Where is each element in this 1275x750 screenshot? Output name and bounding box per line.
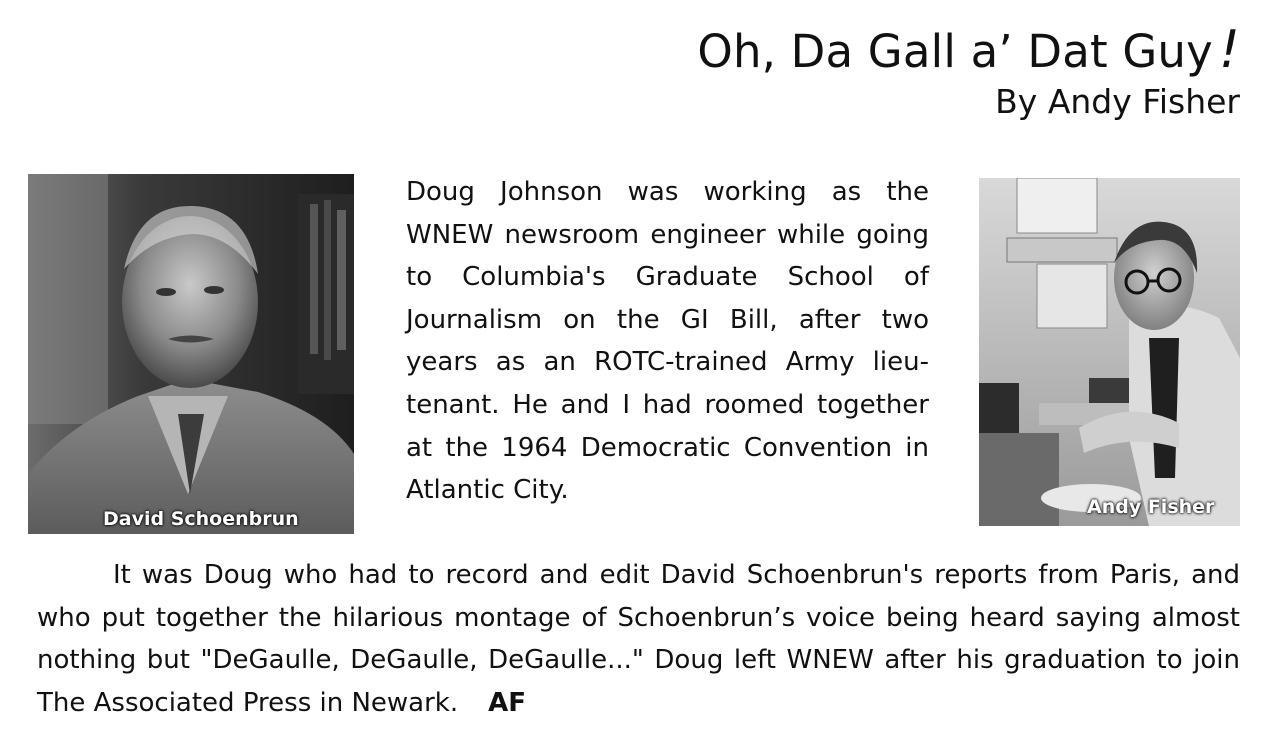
article-paragraph-2 — [37, 554, 1240, 724]
author-signature: AF — [488, 687, 527, 718]
photo-caption-right: Andy Fisher — [1087, 496, 1215, 518]
paragraph-2-text: It was Doug who had to record and edit David Schoenbrun's reports from Paris, and who put together the hilarious montage of Schoenbrun’s voice being heard saying almost nothing but "DeGaulle, DeGaulle, DeGaulle..." Doug left WNEW after his graduation to join The Associated Press in Newark. — [37, 560, 1240, 718]
portrait-image — [28, 174, 354, 534]
photo-andy-fisher — [979, 178, 1240, 526]
title-exclamation: ! — [1218, 20, 1240, 80]
title-text: Oh, Da Gall a’ Dat Guy — [697, 25, 1213, 78]
photo-caption-left: David Schoenbrun — [103, 508, 299, 530]
portrait-image — [979, 178, 1240, 526]
article-byline: By Andy Fisher — [995, 82, 1240, 121]
photo-david-schoenbrun — [28, 174, 354, 534]
article-paragraph-1: Doug Johnson was working as the WNEW newsroom engineer while going to Columbia's Graduate School of Journalism on the GI Bill, after two years as an ROTC-trained Army lieutenant. He and I had roomed together at the 1964 Democratic Convention in Atlantic City. — [406, 177, 929, 506]
title-block — [697, 22, 1240, 124]
article-title — [697, 22, 1240, 80]
